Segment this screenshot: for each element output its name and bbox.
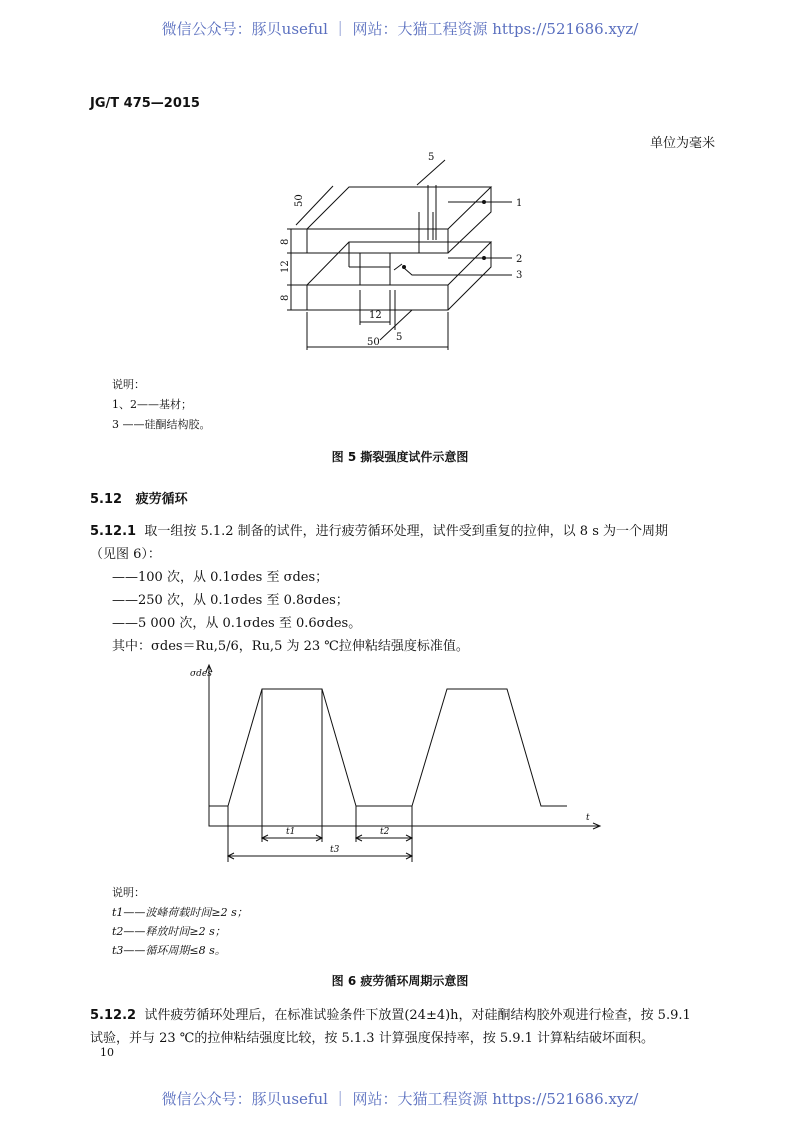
page-number: 10 (100, 1046, 114, 1059)
fig5-legend-item: 3 ——硅酮结构胶。 (112, 418, 211, 431)
section-number: 5.12 (90, 492, 123, 507)
dim-h-8b: 8 (280, 294, 291, 301)
t1-label: t1 (286, 827, 296, 837)
callout-2: 2 (516, 254, 523, 265)
section-title: 疲劳循环 (135, 492, 188, 507)
dim-h-12: 12 (280, 260, 291, 273)
t2-label: t2 (380, 827, 390, 837)
para-5-12-2-line2: 试验，并与 23 ℃的拉伸粘结强度比较，按 5.1.3 计算强度保持率，按 5.9.1 计算粘结破坏面积。 (90, 1031, 655, 1046)
para-number: 5.12.1 (90, 524, 137, 539)
x-axis-label: t (586, 813, 590, 823)
fig5-legend-item: 1、2——基材； (112, 398, 192, 411)
dim-width-50: 50 (367, 337, 380, 348)
watermark-top: 微信公众号：豚贝useful ｜ 网站：大猫工程资源 https://521686.xyz/ (161, 20, 639, 38)
list-item: ——100 次，从 0.1σdes 至 σdes； (112, 570, 329, 585)
callout-1: 1 (516, 198, 523, 209)
load-waveform (209, 689, 567, 806)
fig6-caption: 图 6 疲劳循环周期示意图 (331, 974, 469, 988)
standard-number: JG/T 475—2015 (90, 96, 200, 111)
t3-label: t3 (330, 845, 340, 855)
dim-gap-12: 12 (369, 310, 382, 321)
list-item: ——5 000 次，从 0.1σdes 至 0.6σdes。 (112, 616, 362, 631)
fig6-legend-item: t3——循环周期≤8 s。 (112, 944, 226, 957)
para-5-12-1-line2: （见图 6）： (90, 547, 161, 562)
fig6-legend-title: 说明： (112, 886, 145, 899)
para-number: 5.12.2 (90, 1008, 137, 1023)
watermark-bottom: 微信公众号：豚贝useful ｜ 网站：大猫工程资源 https://521686.xyz/ (161, 1090, 639, 1108)
para-text: 试件疲劳循环处理后，在标准试验条件下放置(24±4)h，对硅酮结构胶外观进行检查，按 5.9.1 (144, 1008, 691, 1023)
dim-bot-5: 5 (396, 332, 403, 343)
fig5-legend-title: 说明： (112, 378, 145, 391)
para-note: 其中：σdes＝Ru,5/6，Ru,5 为 23 ℃拉伸粘结强度标准值。 (112, 639, 469, 654)
para-5-12-2-line1 (90, 1004, 691, 1023)
dim-depth-50: 50 (294, 194, 305, 207)
figure6-diagram (0, 650, 800, 870)
fig6-legend-item: t2——释放时间≥2 s； (112, 925, 226, 938)
para-5-12-1-line1 (90, 520, 668, 539)
list-item: ——250 次，从 0.1σdes 至 0.8σdes； (112, 593, 349, 608)
fig5-caption: 图 5 撕裂强度试件示意图 (331, 450, 469, 464)
para-text: 取一组按 5.1.2 制备的试件，进行疲劳循环处理，试件受到重复的拉伸，以 8 s 为一个周期 (144, 524, 669, 539)
section-heading (90, 488, 188, 507)
y-axis-label: σdes (190, 669, 212, 679)
unit-note: 单位为毫米 (650, 136, 716, 151)
callout-3: 3 (516, 270, 523, 281)
fig6-legend-item: t1——波峰荷载时间≥2 s； (112, 906, 248, 919)
dim-h-8: 8 (280, 238, 291, 245)
dim-top-5: 5 (428, 152, 435, 163)
